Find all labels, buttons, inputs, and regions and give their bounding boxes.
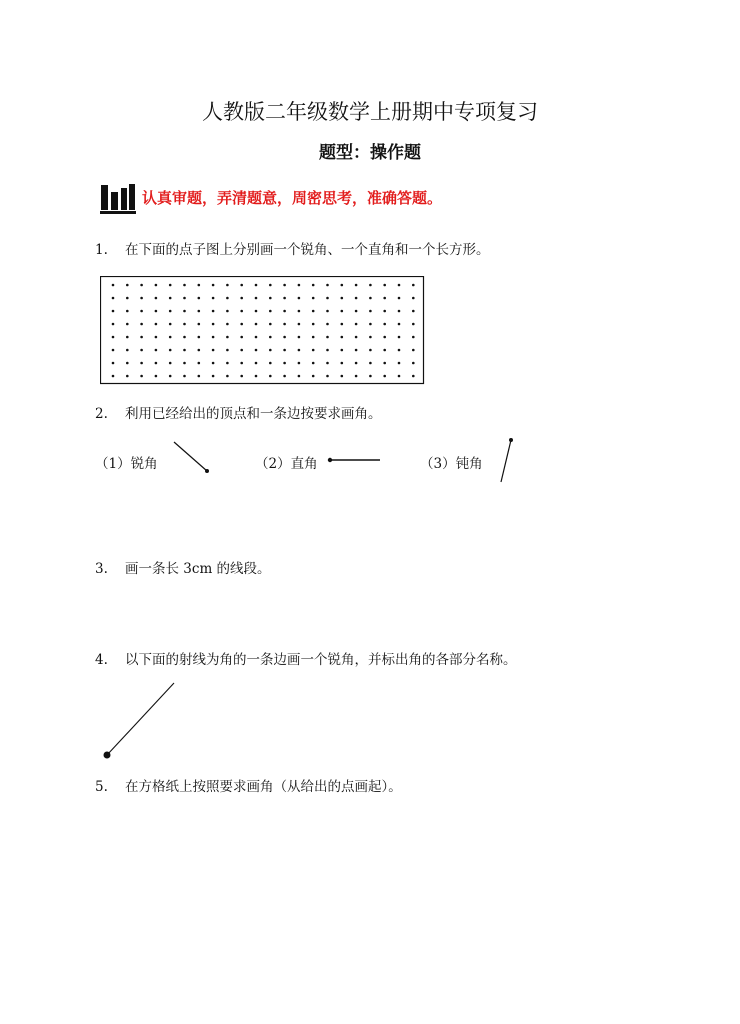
q2-part-right: （2）直角	[255, 456, 318, 472]
exam-tip: 认真审题，弄清题意，周密思考，准确答题。	[142, 189, 443, 207]
question-1: 1. 在下面的点子图上分别画一个锐角、一个直角和一个长方形。	[95, 242, 490, 258]
q2-part-obtuse: （3）钝角	[420, 456, 483, 472]
question-5: 5. 在方格纸上按照要求画角（从给出的点画起）。	[95, 779, 402, 795]
page-subtitle: 题型：操作题	[319, 143, 421, 163]
obtuse-edge	[501, 438, 513, 482]
question-2: 2. 利用已经给出的顶点和一条边按要求画角。	[95, 406, 382, 422]
right-edge	[328, 458, 380, 462]
question-4: 4. 以下面的射线为角的一条边画一个锐角，并标出角的各部分名称。	[95, 652, 517, 668]
page-title: 人教版二年级数学上册期中专项复习	[202, 100, 538, 124]
q2-part-acute: （1）锐角	[95, 456, 158, 472]
acute-edge	[174, 442, 209, 473]
question-3: 3. 画一条长 3cm 的线段。	[95, 561, 271, 577]
ray	[104, 683, 175, 759]
